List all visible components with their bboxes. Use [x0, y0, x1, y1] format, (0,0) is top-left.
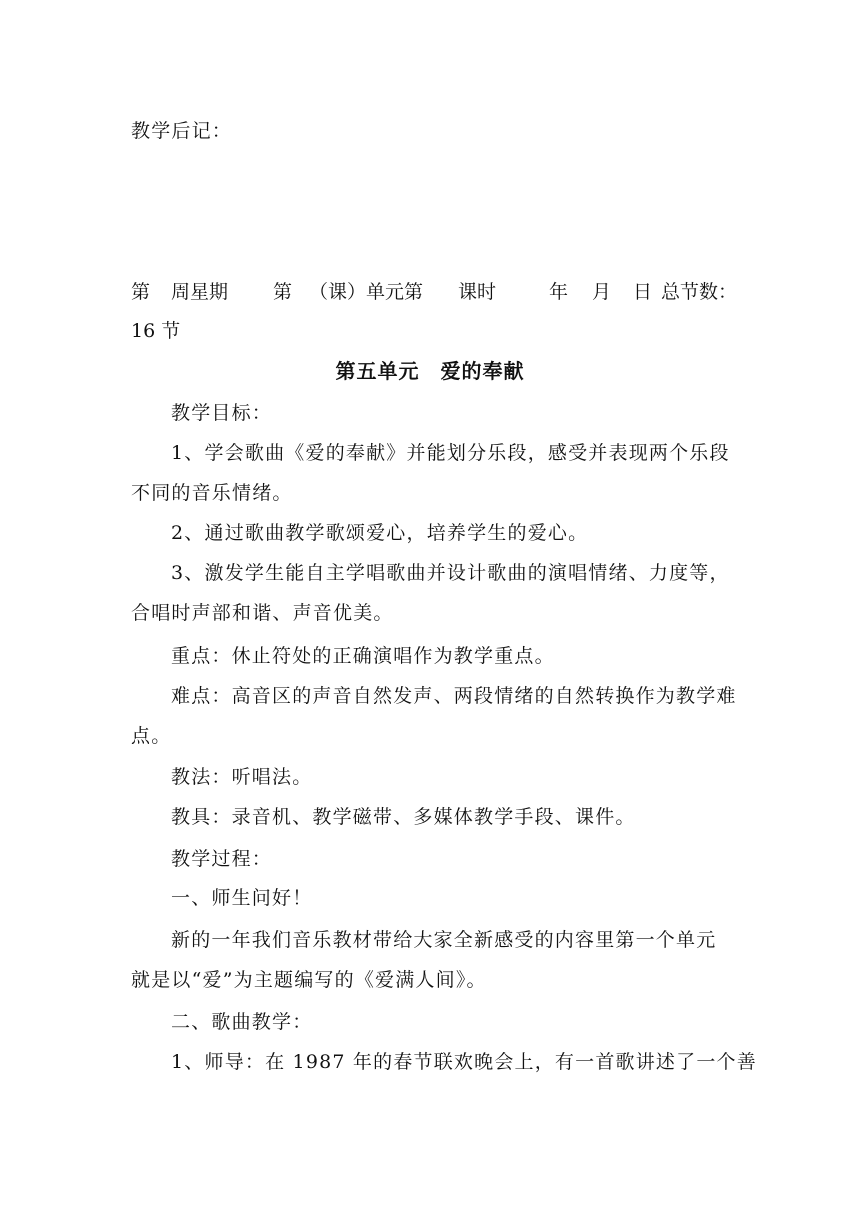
day-label: 日	[633, 281, 653, 303]
total-value: 16 节	[131, 320, 181, 342]
unit-prefix: 第	[273, 281, 293, 303]
goal-3-line-2: 合唱时声部和谐、声音优美。	[131, 602, 394, 624]
total-label: 总节数：	[661, 281, 738, 303]
guide-line: 1、师导：在 1987 年的春节联欢晚会上，有一首歌讲述了一个善	[171, 1051, 757, 1073]
teaching-tools: 教具：录音机、教学磁带、多媒体教学手段、课件。	[171, 806, 636, 828]
goal-2: 2、通过歌曲教学歌颂爱心，培养学生的爱心。	[171, 522, 589, 544]
year-label: 年	[549, 281, 569, 303]
step-1: 一、师生问好！	[171, 887, 313, 909]
step-2: 二、歌曲教学：	[171, 1011, 313, 1033]
key-point: 重点：休止符处的正确演唱作为教学重点。	[171, 645, 555, 667]
goal-3-line-1: 3、激发学生能自主学唱歌曲并设计歌曲的演唱情绪、力度等，	[171, 562, 730, 584]
month-label: 月	[592, 281, 612, 303]
difficulty-line-1: 难点：高音区的声音自然发声、两段情绪的自然转换作为教学难	[171, 685, 737, 707]
goal-1-line-2: 不同的音乐情绪。	[131, 482, 293, 504]
difficulty-line-2: 点。	[131, 725, 172, 747]
goal-heading: 教学目标：	[171, 402, 273, 424]
intro-line-2: 就是以“爱”为主题编写的《爱满人间》。	[131, 969, 487, 991]
unit-title: 第五单元 爱的奉献	[335, 359, 525, 383]
goal-1-line-1: 1、学会歌曲《爱的奉献》并能划分乐段，感受并表现两个乐段	[171, 442, 730, 464]
teaching-method: 教法：听唱法。	[171, 766, 313, 788]
unit-label: （课）单元第	[309, 281, 424, 303]
period-label: 课时	[458, 281, 497, 303]
afterword-label: 教学后记：	[131, 120, 233, 142]
process-heading: 教学过程：	[171, 848, 273, 870]
week-day-label: 周星期	[171, 281, 229, 303]
week-prefix: 第	[131, 281, 151, 303]
intro-line-1: 新的一年我们音乐教材带给大家全新感受的内容里第一个单元	[171, 929, 717, 951]
